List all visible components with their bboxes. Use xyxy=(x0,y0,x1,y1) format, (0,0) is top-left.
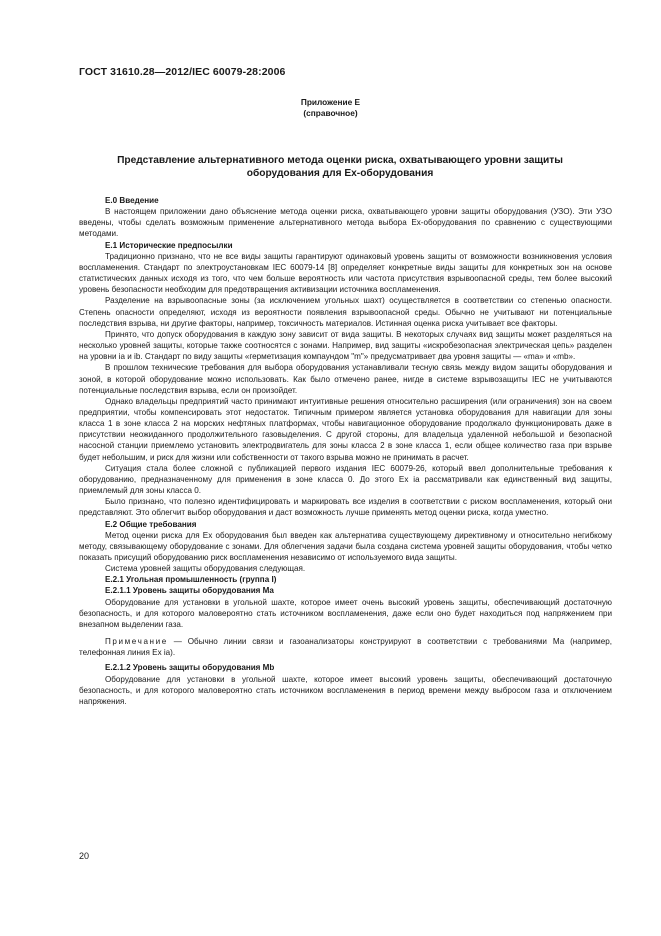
paragraph: Оборудование для установки в угольной шахте, которое имеет очень высокий уровень защиты, обеспечивающий достаточную безопасность, и для которого маловероятно стать источником воспламенения, даже если оно будет находиться под напряжением при внезапном выделении газа. xyxy=(79,597,612,629)
paragraph: Оборудование для установки в угольной шахте, которое имеет высокий уровень защиты, обеспечивающий достаточную безопасность, и для которого маловероятно стать источником воспламенения в период времени между выбросом газа и отключением напряжения. xyxy=(79,674,612,706)
paragraph: Было признано, что полезно идентифицировать и маркировать все изделия в соответствии с риском воспламенения, который они представляют. Это облегчит выбор оборудования и даст возможность лучше применять метод оценки риска, когда уместно. xyxy=(79,497,612,518)
document-body xyxy=(79,195,612,707)
paragraph: Принято, что допуск оборудования в каждую зону зависит от вида защиты. В некоторых случаях вид защиты может разделяться на несколько уровней защиты, которые также соотносятся с зонами. Например, вид защиты «искробезопасная электрическая цепь» разделен на уровни ia и ib. Стандарт по виду защиты «герметизация компаундом "m"» предусматривает два уровня защиты — «ma» и «mb». xyxy=(79,329,612,362)
standard-header: ГОСТ 31610.28—2012/IEC 60079-28:2006 xyxy=(79,66,286,78)
paragraph: Метод оценки риска для Ex оборудования был введен как альтернатива существующему директивному и относительно негибкому методу, связывающему оборудование с зонами. Для облегчения задачи была создана система уровней защиты оборудования, чтобы четко показать присущий оборудованию риск воспламенения независимо от используемого вида защиты. xyxy=(79,530,612,562)
section-heading-e211: Е.2.1.1 Уровень защиты оборудования Ma xyxy=(105,586,274,596)
paragraph: В настоящем приложении дано объяснение метода оценки риска, охватывающего уровни защиты оборудования (УЗО). Эти УЗО введены, чтобы сделать возможным применение альтернативного метода выбора Ex-оборудования по сравнению с существующими методами. xyxy=(79,207,612,239)
section-heading-e1: Е.1 Исторические предпосылки xyxy=(105,240,233,250)
section-heading-e2: Е.2 Общие требования xyxy=(105,519,197,529)
paragraph: Традиционно признано, что не все виды защиты гарантируют одинаковый уровень защиты от возможности возникновения условия воспламенения. Стандарт по электроустановкам IEC 60079-14 [8] определяет конкретные виды защиты для конкретных зон на основе статистических данных исходя из того, что чем больше вероятность или частота присутствия взрывоопасной среды, тем более высокий уровень безопасности необходим для предотвращения активизации источника воспламенения. xyxy=(79,251,612,295)
appendix-label: Приложение Е xyxy=(300,97,361,107)
paragraph: В прошлом технические требования для выбора оборудования устанавливали тесную связь между видом защиты оборудования и зоной, в которой оборудование можно использовать. Как было отмечено ранее, нигде в системе взрывозащиты IEC не учитываются потенциальные последствия взрыва, если он произойдет. xyxy=(79,363,612,395)
section-heading-e0: Е.0 Введение xyxy=(105,196,159,205)
title-line-1: Представление альтернативного метода оценки риска, охватывающего уровни защиты xyxy=(117,155,563,166)
title-line-2: оборудования для Ex-оборудования xyxy=(246,168,434,179)
paragraph: Разделение на взрывоопасные зоны (за исключением угольных шахт) осуществляется в соответствии со степенью опасности. Степень опасности определяют, исходя из вероятности появления взрывоопасной среды. Обычно не учитывают ни потенциальные последствия взрыва, ни другие факторы, например, токсичность материалов. Истинная оценка риска учитывает все факторы. xyxy=(79,296,612,328)
note xyxy=(79,636,612,658)
section-heading-e21: Е.2.1 Угольная промышленность (группа I) xyxy=(105,575,277,585)
note-text: — Обычно линии связи и газоанализаторы конструируют в соответствии с требованиями Ма (например, телефонная линия Ex ia). xyxy=(79,637,612,658)
paragraph: Система уровней защиты оборудования следующая. xyxy=(105,564,306,574)
appendix-title xyxy=(90,154,590,180)
section-heading-e212: Е.2.1.2 Уровень защиты оборудования Mb xyxy=(105,663,275,673)
paragraph: Ситуация стала более сложной с публикацией первого издания IEC 60079-26, который ввел дополнительные требования к оборудованию, предназначенному для применения в зоне класса 0. До этого Ex ia рассматривали как единственный вид защиты, приемлемый для зоны класса 0. xyxy=(79,463,612,496)
appendix-kind: (справочное) xyxy=(303,108,358,118)
note-label: Примечание xyxy=(105,637,168,647)
page-number: 20 xyxy=(79,851,90,861)
paragraph: Однако владельцы предприятий часто принимают интуитивные решения относительно расширения (или ограничения) зон на своем предприятии, чтобы компенсировать этот недостаток. Типичным примером является установка оборудования для навигации для зоны класса 1 в зоне класса 2 на морских нефтяных платформах, чтобы навигационное оборудование продолжало функционировать даже в присутствии неожиданного продолжительного газовыделения. С другой стороны, для владельца удаленной небольшой и безопасной насосной станции приемлемо установить электродвигатель для зоны класса 2 в зоне класса 1, если общее количество газа при взрыве будет небольшим, и риск для жизни или собственности от такого взрыва можно не принимать в расчет. xyxy=(79,396,612,462)
